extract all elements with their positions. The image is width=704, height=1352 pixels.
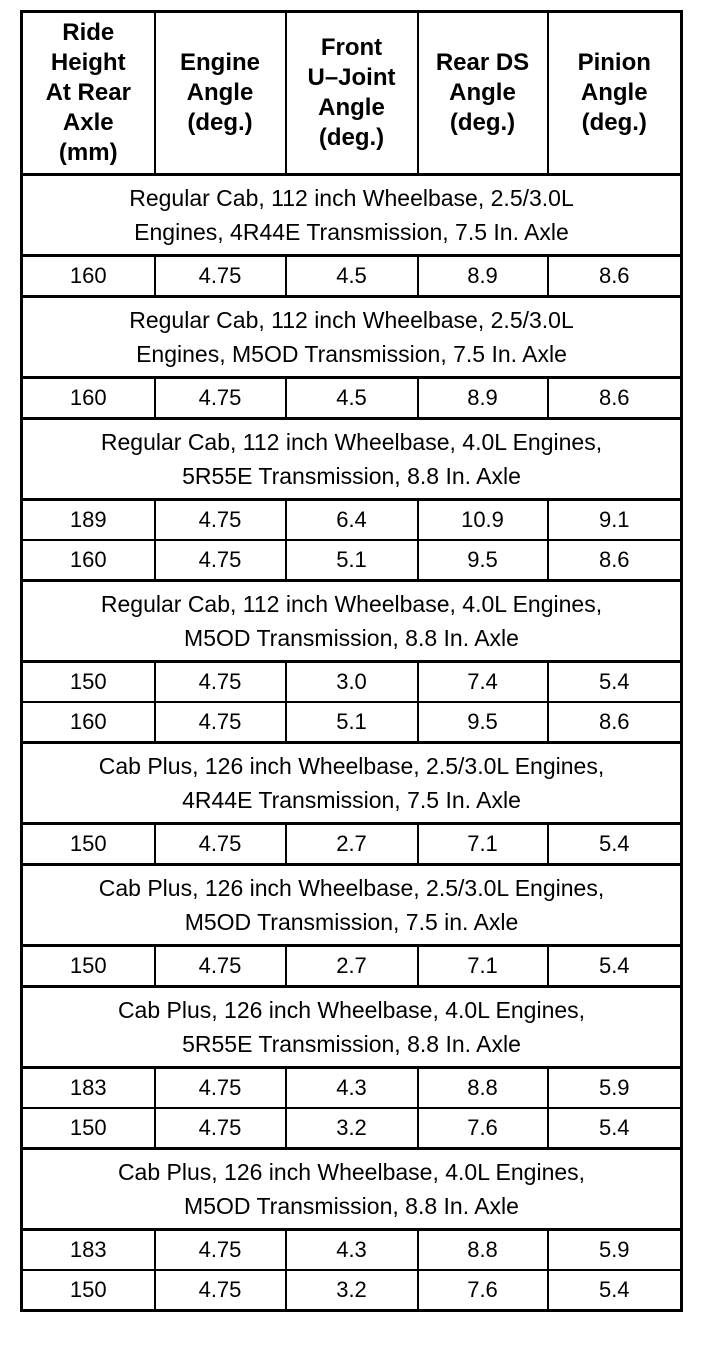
section-row xyxy=(22,175,682,256)
table-row xyxy=(22,662,682,703)
section-heading-line: Cab Plus, 126 inch Wheelbase, 2.5/3.0L Engines, xyxy=(98,875,605,901)
ride-height-cell: 189 xyxy=(22,500,155,541)
front-ujoint-angle-cell: 5.1 xyxy=(286,702,418,743)
section-row xyxy=(22,743,682,824)
section-heading-line: Regular Cab, 112 inch Wheelbase, 2.5/3.0L xyxy=(129,307,574,333)
engine-angle-cell: 4.75 xyxy=(155,1068,286,1109)
pinion-angle-cell: 5.9 xyxy=(548,1068,682,1109)
front-ujoint-angle-cell: 3.0 xyxy=(286,662,418,703)
section-heading-line: 5R55E Transmission, 8.8 In. Axle xyxy=(182,1031,521,1057)
pinion-angle-cell: 8.6 xyxy=(548,540,682,581)
ride-height-cell: 150 xyxy=(22,1108,155,1149)
engine-angle-cell: 4.75 xyxy=(155,1108,286,1149)
front-ujoint-angle-header xyxy=(286,12,418,175)
section-row xyxy=(22,987,682,1068)
engine-angle-cell: 4.75 xyxy=(155,946,286,987)
front-ujoint-angle-cell: 5.1 xyxy=(286,540,418,581)
header-line: Pinion xyxy=(577,49,651,76)
section-heading-line: Engines, M5OD Transmission, 7.5 In. Axle xyxy=(136,341,567,367)
section-heading-line: Engines, 4R44E Transmission, 7.5 In. Axle xyxy=(134,219,569,245)
rear-ds-angle-cell: 10.9 xyxy=(418,500,548,541)
header-line: Angle xyxy=(449,79,516,106)
rear-ds-angle-cell: 7.1 xyxy=(418,824,548,865)
front-ujoint-angle-cell: 3.2 xyxy=(286,1270,418,1311)
rear-ds-angle-cell: 9.5 xyxy=(418,540,548,581)
section-heading xyxy=(22,743,682,824)
table-row xyxy=(22,540,682,581)
front-ujoint-angle-cell: 2.7 xyxy=(286,824,418,865)
section-heading-line: Cab Plus, 126 inch Wheelbase, 2.5/3.0L Engines, xyxy=(98,753,605,779)
table-row xyxy=(22,702,682,743)
rear-ds-angle-header xyxy=(418,12,548,175)
section-heading xyxy=(22,1149,682,1230)
ride-height-cell: 183 xyxy=(22,1230,155,1271)
header-line: Front xyxy=(320,34,383,61)
ride-height-header xyxy=(22,12,155,175)
rear-ds-angle-cell: 8.9 xyxy=(418,378,548,419)
pinion-angle-cell: 5.4 xyxy=(548,1270,682,1311)
rear-ds-angle-cell: 8.8 xyxy=(418,1230,548,1271)
front-ujoint-angle-cell: 4.3 xyxy=(286,1068,418,1109)
engine-angle-cell: 4.75 xyxy=(155,256,286,297)
table-row xyxy=(22,256,682,297)
pinion-angle-cell: 5.4 xyxy=(548,946,682,987)
header-line: Axle xyxy=(62,109,114,136)
ride-height-cell: 160 xyxy=(22,702,155,743)
engine-angle-cell: 4.75 xyxy=(155,500,286,541)
ride-height-cell: 160 xyxy=(22,256,155,297)
header-line: Angle xyxy=(580,79,648,106)
rear-ds-angle-cell: 8.8 xyxy=(418,1068,548,1109)
front-ujoint-angle-cell: 4.5 xyxy=(286,378,418,419)
rear-ds-angle-cell: 7.6 xyxy=(418,1270,548,1311)
header-line: (deg.) xyxy=(581,109,647,136)
engine-angle-header xyxy=(155,12,286,175)
engine-angle-cell: 4.75 xyxy=(155,702,286,743)
pinion-angle-cell: 5.4 xyxy=(548,1108,682,1149)
front-ujoint-angle-cell: 6.4 xyxy=(286,500,418,541)
rear-ds-angle-cell: 9.5 xyxy=(418,702,548,743)
rear-ds-angle-cell: 7.1 xyxy=(418,946,548,987)
section-row xyxy=(22,419,682,500)
front-ujoint-angle-cell: 2.7 xyxy=(286,946,418,987)
header-line: Ride xyxy=(62,19,115,46)
table-row xyxy=(22,378,682,419)
section-heading-line: 5R55E Transmission, 8.8 In. Axle xyxy=(182,463,521,489)
header-line: U–Joint xyxy=(307,64,396,91)
section-heading-line: Regular Cab, 112 inch Wheelbase, 4.0L Engines, xyxy=(100,429,603,455)
header-line: Angle xyxy=(186,79,254,106)
engine-angle-cell: 4.75 xyxy=(155,824,286,865)
header-line: (deg.) xyxy=(318,124,385,151)
section-heading-line: Regular Cab, 112 inch Wheelbase, 2.5/3.0L xyxy=(129,185,574,211)
pinion-angle-cell: 5.4 xyxy=(548,662,682,703)
ride-height-cell: 150 xyxy=(22,1270,155,1311)
section-row xyxy=(22,581,682,662)
section-row xyxy=(22,1149,682,1230)
rear-ds-angle-cell: 8.9 xyxy=(418,256,548,297)
ride-height-cell: 160 xyxy=(22,378,155,419)
table-row xyxy=(22,500,682,541)
header-line: At Rear xyxy=(45,79,131,106)
section-heading xyxy=(22,297,682,378)
front-ujoint-angle-cell: 4.3 xyxy=(286,1230,418,1271)
section-heading-line: M5OD Transmission, 8.8 In. Axle xyxy=(184,1193,519,1219)
pinion-angle-cell: 8.6 xyxy=(548,702,682,743)
engine-angle-cell: 4.75 xyxy=(155,1270,286,1311)
table-body xyxy=(22,175,682,1311)
engine-angle-cell: 4.75 xyxy=(155,1230,286,1271)
section-heading xyxy=(22,175,682,256)
table-row xyxy=(22,824,682,865)
header-line: Angle xyxy=(318,94,385,121)
table-row xyxy=(22,1230,682,1271)
section-heading-line: M5OD Transmission, 8.8 In. Axle xyxy=(184,625,519,651)
front-ujoint-angle-cell: 3.2 xyxy=(286,1108,418,1149)
section-heading-line: 4R44E Transmission, 7.5 In. Axle xyxy=(182,787,521,813)
pinion-angle-cell: 8.6 xyxy=(548,378,682,419)
section-heading-line: Cab Plus, 126 inch Wheelbase, 4.0L Engines, xyxy=(117,1159,586,1185)
driveline-angle-table xyxy=(20,10,683,1312)
engine-angle-cell: 4.75 xyxy=(155,540,286,581)
ride-height-cell: 150 xyxy=(22,946,155,987)
pinion-angle-cell: 8.6 xyxy=(548,256,682,297)
section-heading xyxy=(22,865,682,946)
engine-angle-cell: 4.75 xyxy=(155,378,286,419)
pinion-angle-cell: 9.1 xyxy=(548,500,682,541)
pinion-angle-header xyxy=(548,12,682,175)
header-row xyxy=(22,12,682,175)
engine-angle-cell: 4.75 xyxy=(155,662,286,703)
section-heading xyxy=(22,987,682,1068)
table-row xyxy=(22,946,682,987)
header-line: Engine xyxy=(179,49,260,76)
section-row xyxy=(22,865,682,946)
table-row xyxy=(22,1068,682,1109)
header-line: Height xyxy=(50,49,126,76)
ride-height-cell: 183 xyxy=(22,1068,155,1109)
pinion-angle-cell: 5.4 xyxy=(548,824,682,865)
section-heading-line: Regular Cab, 112 inch Wheelbase, 4.0L Engines, xyxy=(100,591,603,617)
ride-height-cell: 150 xyxy=(22,662,155,703)
table-row xyxy=(22,1270,682,1311)
header-line: (deg.) xyxy=(449,109,516,136)
section-row xyxy=(22,297,682,378)
rear-ds-angle-cell: 7.4 xyxy=(418,662,548,703)
pinion-angle-cell: 5.9 xyxy=(548,1230,682,1271)
section-heading xyxy=(22,419,682,500)
ride-height-cell: 150 xyxy=(22,824,155,865)
front-ujoint-angle-cell: 4.5 xyxy=(286,256,418,297)
section-heading xyxy=(22,581,682,662)
header-line: (deg.) xyxy=(187,109,253,136)
section-heading-line: Cab Plus, 126 inch Wheelbase, 4.0L Engines, xyxy=(117,997,586,1023)
header-line: (mm) xyxy=(58,139,118,166)
ride-height-cell: 160 xyxy=(22,540,155,581)
table-row xyxy=(22,1108,682,1149)
section-heading-line: M5OD Transmission, 7.5 in. Axle xyxy=(184,909,519,935)
header-line: Rear DS xyxy=(435,49,530,76)
rear-ds-angle-cell: 7.6 xyxy=(418,1108,548,1149)
